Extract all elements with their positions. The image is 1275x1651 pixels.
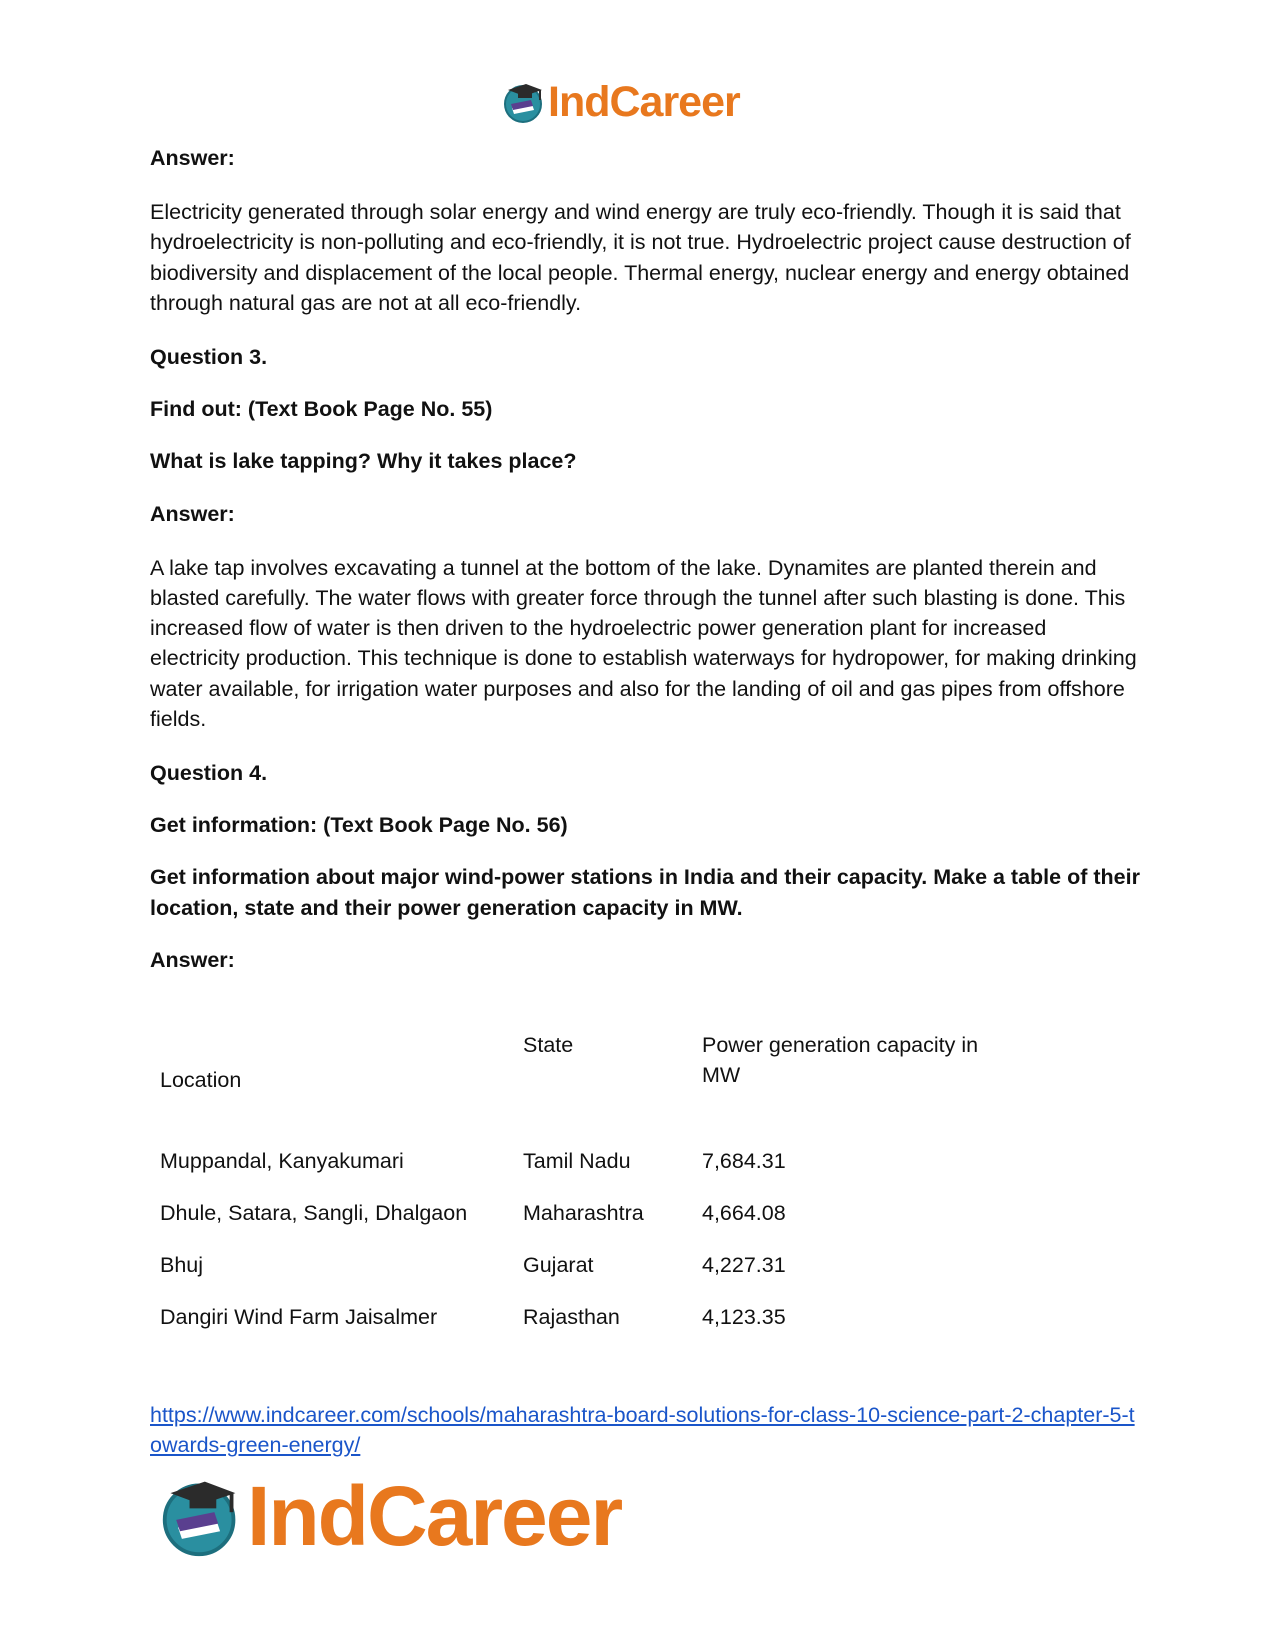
table-cell-location: Dhule, Satara, Sangli, Dhalgaon (160, 1201, 468, 1225)
table-cell-capacity: 4,664.08 (702, 1201, 786, 1225)
table-header-cell: Power generation capacity in MW (702, 1033, 979, 1087)
table-cell-state: Gujarat (523, 1253, 594, 1277)
logo-wordmark: IndCareer (548, 77, 740, 126)
find-out-heading: Find out: (Text Book Page No. 55) (150, 397, 493, 422)
get-information-heading: Get information: (Text Book Page No. 56) (150, 813, 568, 838)
table-row (150, 1302, 1012, 1354)
wind-power-table (150, 1030, 1012, 1354)
header-logo (502, 78, 740, 126)
answer-label: Answer: (150, 501, 235, 526)
table-cell-location: Bhuj (160, 1253, 204, 1277)
answer-label: Answer: (150, 947, 235, 972)
graduation-cap-globe-icon (502, 80, 546, 124)
question-text: What is lake tapping? Why it takes place? (150, 449, 577, 474)
table-header-row (150, 1030, 1012, 1146)
question-label: Question 4. (150, 761, 268, 786)
question-text: Get information about major wind-power stations in India and their capacity. Make a table of their location, state and their power generation capacity in MW. (150, 865, 1140, 920)
table-cell-state: Rajasthan (523, 1305, 620, 1329)
graduation-cap-globe-icon (159, 1474, 243, 1558)
question-label: Question 3. (150, 345, 268, 370)
table-cell-capacity: 4,227.31 (702, 1253, 786, 1277)
table-row (150, 1250, 1012, 1302)
table-cell-capacity: 7,684.31 (702, 1149, 786, 1173)
table-cell-location: Muppandal, Kanyakumari (160, 1149, 404, 1173)
table-header-cell: State (523, 1033, 574, 1057)
table-header-cell: Location (160, 1068, 242, 1092)
document-body (150, 143, 1140, 975)
table-cell-location: Dangiri Wind Farm Jaisalmer (160, 1305, 438, 1329)
answer-paragraph: Electricity generated through solar energy and wind energy are truly eco-friendly. Though it is said that hydroelectricity is non-polluting and eco-friendly, it is not true. Hydroelectric project cause destruction of biodiversity and displacement of the local people. Thermal energy, nuclear energy and energy obtained through natural gas are not at all eco-friendly. (150, 200, 1131, 315)
logo-wordmark: IndCareer (247, 1469, 622, 1563)
table-cell-state: Maharashtra (523, 1201, 644, 1225)
footer-logo (159, 1471, 621, 1561)
source-link[interactable]: https://www.indcareer.com/schools/maharashtra-board-solutions-for-class-10-science-part-2-chapter-5-towards-green-energy/ (150, 1403, 1135, 1458)
answer-paragraph: A lake tap involves excavating a tunnel at the bottom of the lake. Dynamites are planted therein and blasted carefully. The water flows with greater force through the tunnel after such blasting is done. This increased flow of water is then driven to the hydroelectric power generation plant for increased electricity production. This technique is done to establish waterways for hydropower, for making drinking water available, for irrigation water purposes and also for the landing of oil and gas pipes from offshore fields. (150, 555, 1137, 731)
table-row (150, 1198, 1012, 1250)
table-cell-state: Tamil Nadu (523, 1149, 631, 1173)
table-row (150, 1146, 1012, 1198)
table-cell-capacity: 4,123.35 (702, 1305, 786, 1329)
answer-label: Answer: (150, 146, 235, 170)
